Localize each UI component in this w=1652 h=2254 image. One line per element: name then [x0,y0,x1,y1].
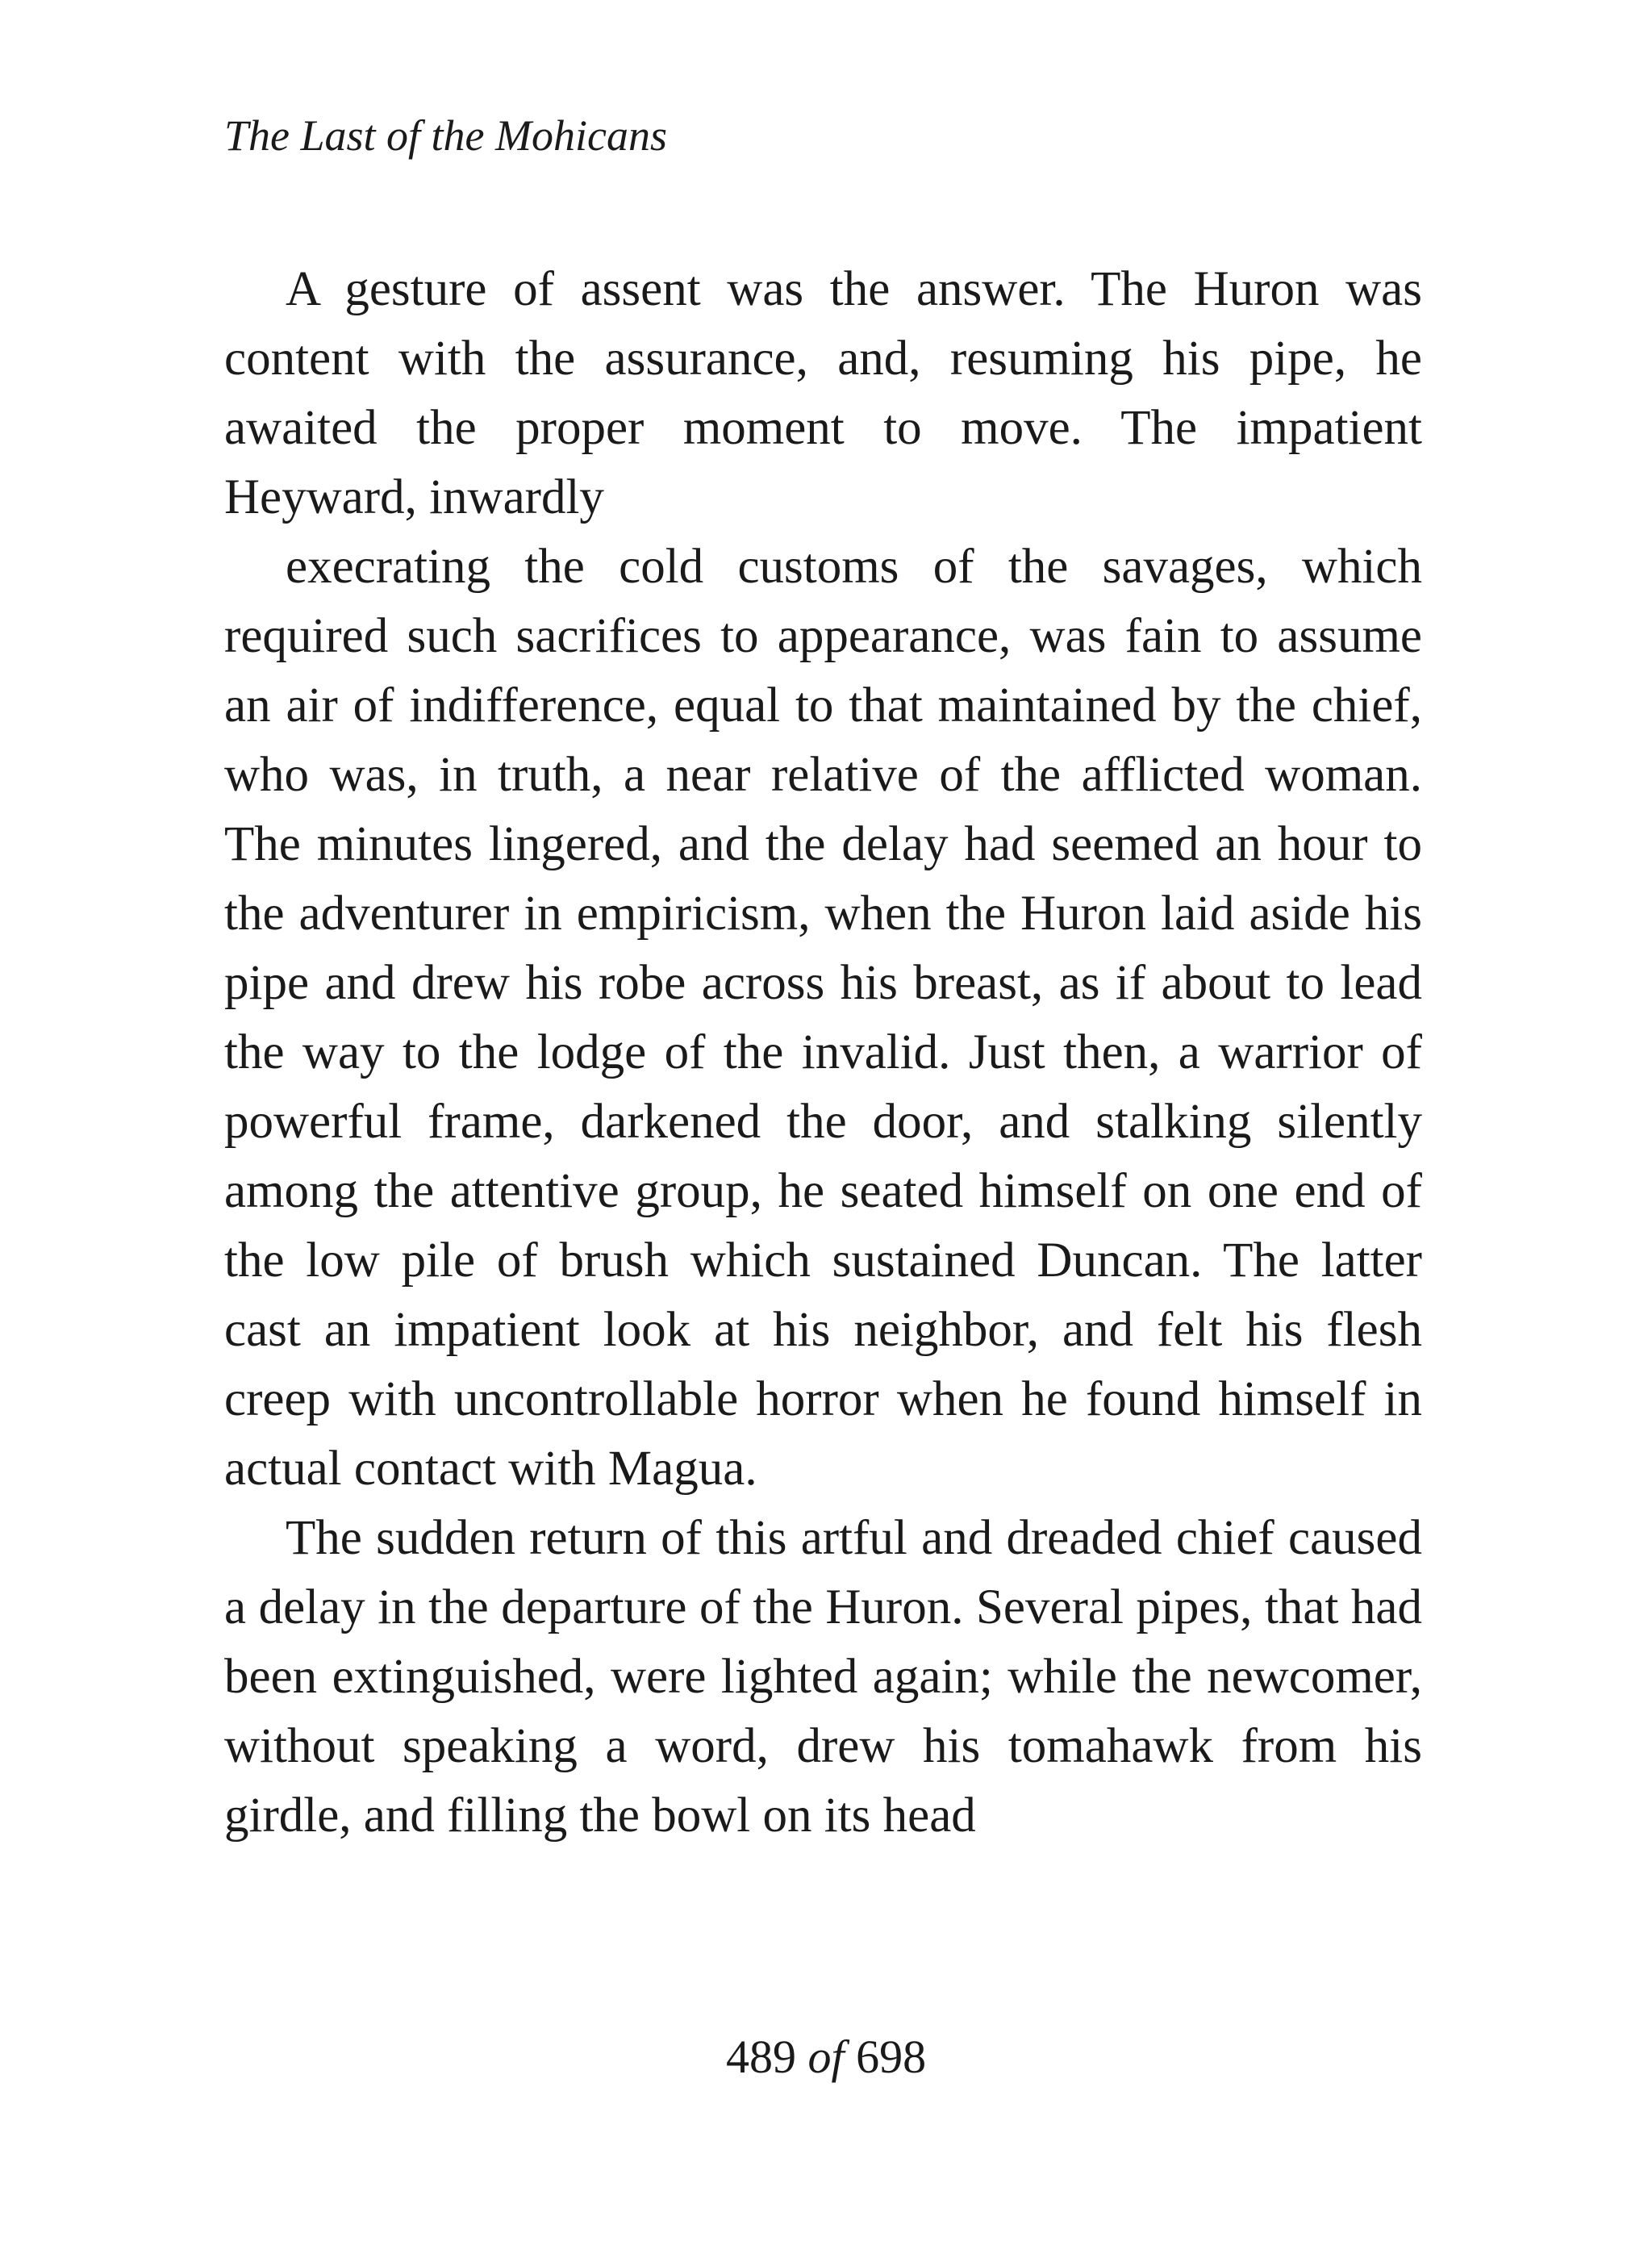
paragraph-1: A gesture of assent was the answer. The Huron was content with the assurance, and, resuming his pipe, he awaited the proper moment to move. The impatient Heyward, inwardly [224,262,1422,524]
current-page-number: 489 [725,2031,796,2083]
paragraph-3: The sudden return of this artful and dreaded chief caused a delay in the departure of the Huron. Several pipes, that had been extinguished, were lighted again; while the newcomer, without speaking a word, drew his tomahawk from his girdle, and filling the bowl on its head [224,1511,1422,1843]
running-title: The Last of the Mohicans [224,111,667,160]
paragraph-2: execrating the cold customs of the savages, which required such sacrifices to appearance, was fain to assume an air of indifference, equal to that maintained by the chief, who was, in truth, a near relative of the afflicted woman. The minutes lingered, and the delay had seemed an hour to the adventurer in empiricism, when the Huron laid aside his pipe and drew his robe across his breast, as if about to lead the way to the lodge of the invalid. Just then, a warrior of powerful frame, darkened the door, and stalking silently among the attentive group, he seated himself on one end of the low pile of brush which sustained Duncan. The latter cast an impatient look at his neighbor, and felt his flesh creep with uncontrollable horror when he found himself in actual contact with Magua. [224,540,1422,1496]
page-of-word: of [807,2031,845,2083]
total-page-count: 698 [856,2031,927,2083]
page-body [224,255,1422,1851]
page-number [0,2025,1652,2089]
